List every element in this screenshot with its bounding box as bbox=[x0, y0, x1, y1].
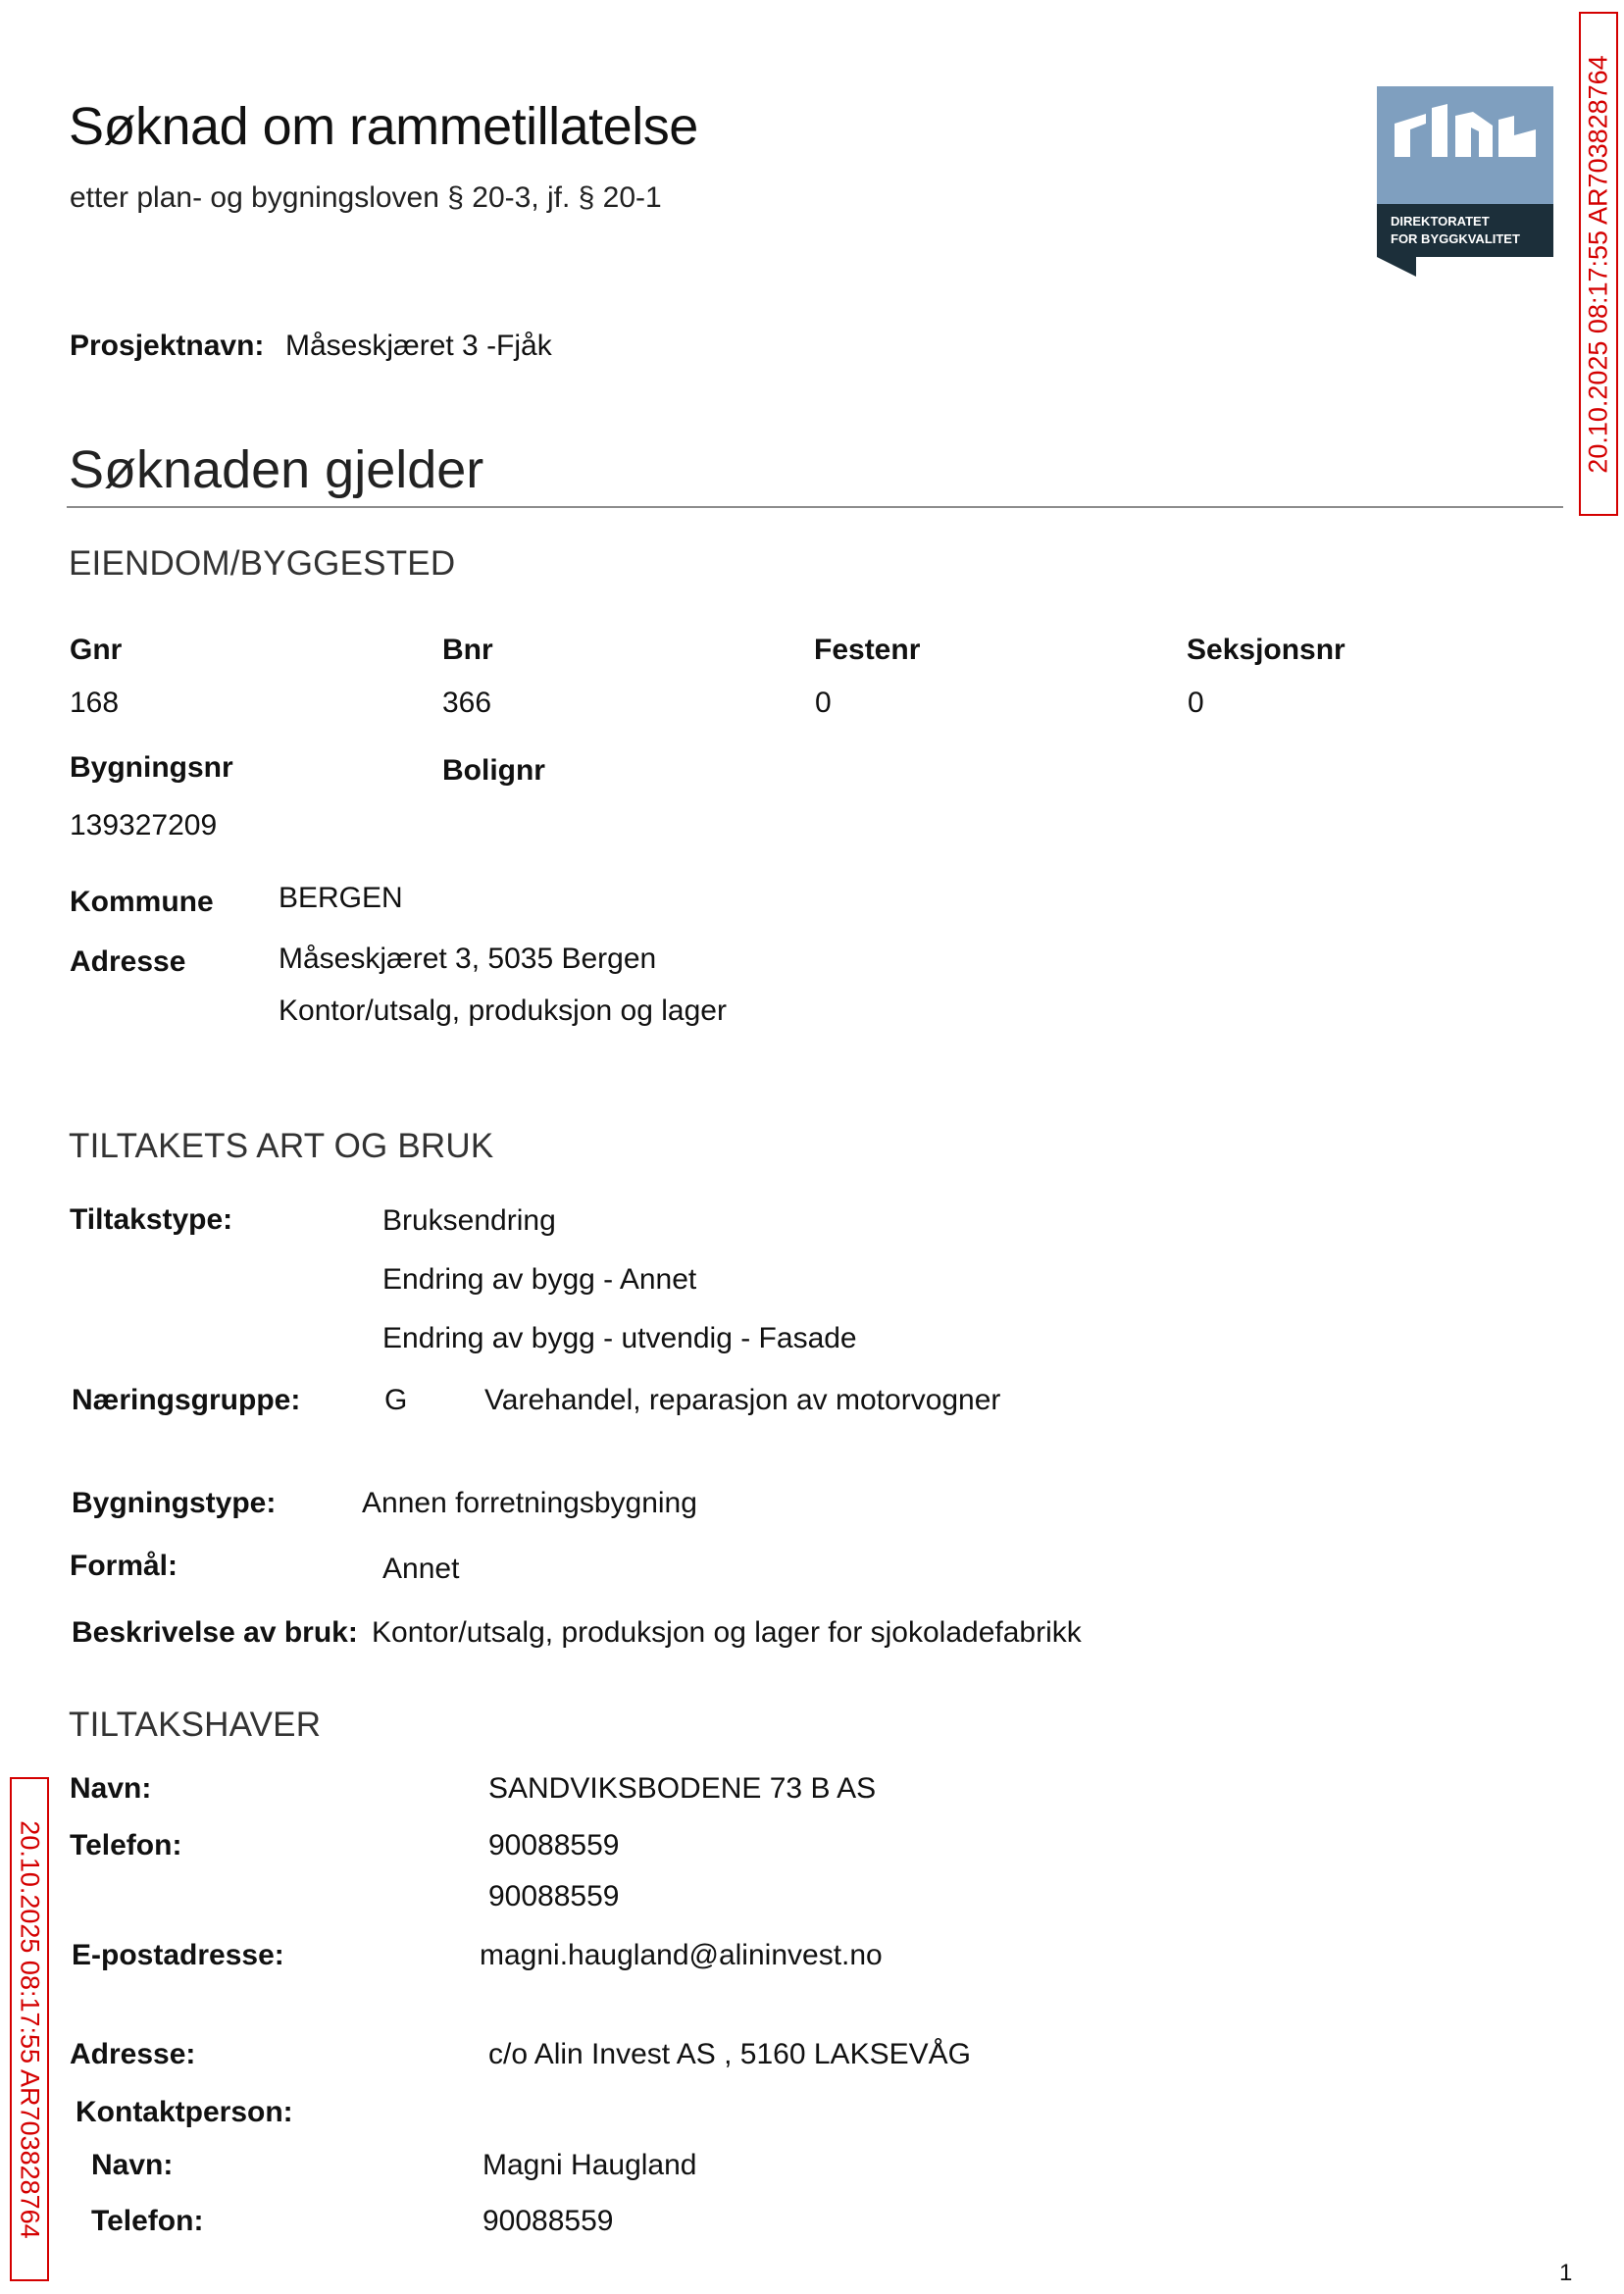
beskrivelse-value: Kontor/utsalg, produksjon og lager for sjokoladefabrikk bbox=[372, 1616, 1082, 1649]
page-number: 1 bbox=[1559, 2260, 1573, 2286]
kontakt-telefon-value: 90088559 bbox=[482, 2205, 614, 2237]
kontaktperson-label: Kontaktperson: bbox=[76, 2096, 293, 2128]
section-divider bbox=[67, 506, 1563, 508]
bygningsnr-value: 139327209 bbox=[70, 809, 218, 841]
applicant-heading: TILTAKSHAVER bbox=[69, 1706, 322, 1744]
project-name-value: Måseskjæret 3 -Fjåk bbox=[285, 330, 552, 362]
beskrivelse-label: Beskrivelse av bruk: bbox=[72, 1616, 358, 1649]
bygningstype-label: Bygningstype: bbox=[72, 1487, 277, 1519]
adresse-line2: Kontor/utsalg, produksjon og lager bbox=[279, 994, 727, 1027]
kontakt-navn-label: Navn: bbox=[91, 2149, 174, 2181]
epost-value: magni.haugland@alininvest.no bbox=[480, 1939, 883, 1971]
applicant-adresse-value: c/o Alin Invest AS , 5160 LAKSEVÅG bbox=[488, 2038, 971, 2070]
kontakt-telefon-label: Telefon: bbox=[91, 2205, 204, 2237]
kommune-value: BERGEN bbox=[279, 882, 403, 914]
applicant-adresse-label: Adresse: bbox=[70, 2038, 196, 2070]
measure-heading: TILTAKETS ART OG BRUK bbox=[69, 1127, 494, 1165]
project-name-label: Prosjektnavn: bbox=[70, 330, 265, 362]
kontakt-navn-value: Magni Haugland bbox=[482, 2149, 697, 2181]
telefon-label: Telefon: bbox=[70, 1829, 182, 1861]
dibk-logo-graphic bbox=[1377, 86, 1553, 277]
logo-text-line2: FOR BYGGKVALITET bbox=[1391, 231, 1520, 246]
gnr-label: Gnr bbox=[70, 634, 123, 666]
telefon-value-2: 90088559 bbox=[488, 1880, 620, 1912]
dibk-logo bbox=[1377, 86, 1553, 277]
tiltakstype-item: Endring av bygg - utvendig - Fasade bbox=[382, 1322, 857, 1354]
adresse-value: Måseskjæret 3, 5035 Bergen bbox=[279, 943, 657, 975]
stamp-text-left: 20.10.2025 08:17:55 AR703828764 bbox=[15, 1819, 45, 2239]
tiltakstype-label: Tiltakstype: bbox=[70, 1203, 233, 1236]
section-title: Søknaden gjelder bbox=[69, 440, 484, 499]
bygningstype-value: Annen forretningsbygning bbox=[362, 1487, 697, 1519]
property-heading: EIENDOM/BYGGESTED bbox=[69, 544, 456, 583]
seksjonsnr-value: 0 bbox=[1188, 687, 1204, 719]
navn-label: Navn: bbox=[70, 1772, 152, 1805]
epost-label: E-postadresse: bbox=[72, 1939, 284, 1971]
festenr-label: Festenr bbox=[814, 634, 921, 666]
logo-text-line1: DIREKTORATET bbox=[1391, 214, 1490, 229]
formaal-value: Annet bbox=[382, 1553, 460, 1585]
document-title: Søknad om rammetillatelse bbox=[69, 97, 698, 156]
naeringsgruppe-code: G bbox=[384, 1384, 408, 1416]
bolignr-label: Bolignr bbox=[442, 754, 545, 787]
seksjonsnr-label: Seksjonsnr bbox=[1187, 634, 1345, 666]
navn-value: SANDVIKSBODENE 73 B AS bbox=[488, 1772, 877, 1805]
bnr-label: Bnr bbox=[442, 634, 493, 666]
bnr-value: 366 bbox=[442, 687, 492, 719]
naeringsgruppe-label: Næringsgruppe: bbox=[72, 1384, 301, 1416]
document-subtitle: etter plan- og bygningsloven § 20-3, jf. § 20-1 bbox=[70, 181, 662, 214]
telefon-value-1: 90088559 bbox=[488, 1829, 620, 1861]
stamp-text-right: 20.10.2025 08:17:55 AR703828764 bbox=[1583, 54, 1613, 474]
tiltakstype-item: Endring av bygg - Annet bbox=[382, 1263, 697, 1296]
formaal-label: Formål: bbox=[70, 1550, 178, 1582]
timestamp-stamp-left bbox=[10, 1777, 49, 2281]
bygningsnr-label: Bygningsnr bbox=[70, 751, 233, 784]
kommune-label: Kommune bbox=[70, 886, 214, 918]
gnr-value: 168 bbox=[70, 687, 120, 719]
tiltakstype-item: Bruksendring bbox=[382, 1204, 556, 1237]
naeringsgruppe-text: Varehandel, reparasjon av motorvogner bbox=[484, 1384, 1001, 1416]
adresse-label: Adresse bbox=[70, 945, 186, 978]
timestamp-stamp-right bbox=[1579, 12, 1618, 516]
festenr-value: 0 bbox=[815, 687, 832, 719]
